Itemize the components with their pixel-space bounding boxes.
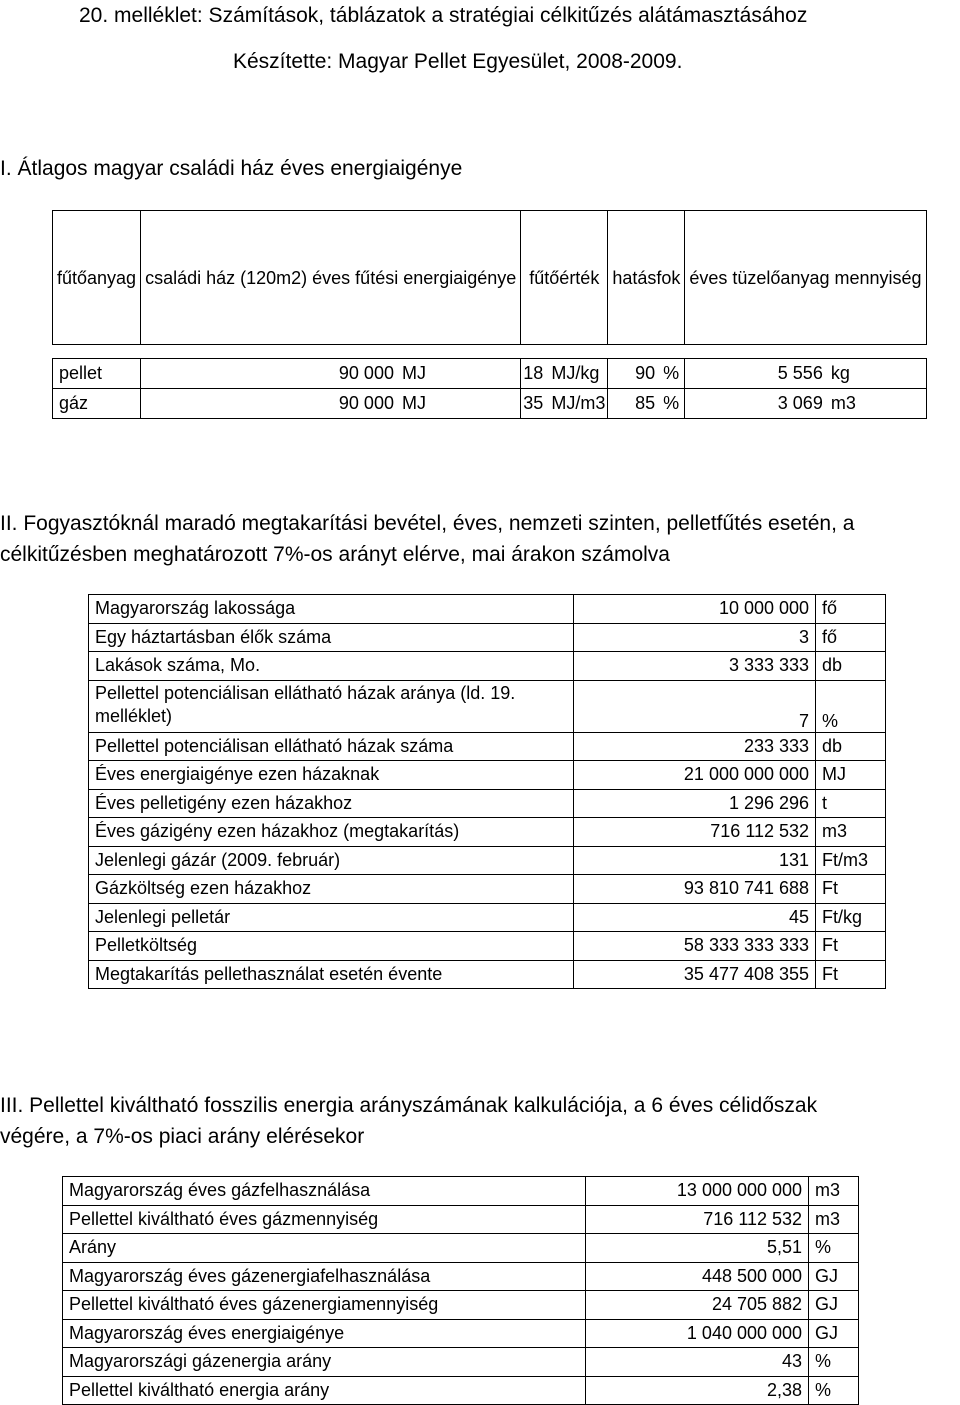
quantity-unit-cell: m3 <box>828 389 926 419</box>
energy-demand-table <box>52 210 927 419</box>
demand-cell: 90 000 <box>141 389 399 419</box>
value-cell: 58 333 333 333 <box>573 932 816 961</box>
table-row <box>63 1234 859 1263</box>
fuel-cell: gáz <box>53 389 141 419</box>
unit-cell: fő <box>816 595 886 624</box>
calorific-unit-cell: MJ/kg <box>548 359 608 389</box>
label-cell: Pellettel kiváltható energia arány <box>63 1376 586 1405</box>
unit-cell: Ft <box>816 932 886 961</box>
table-header-row <box>53 211 927 345</box>
label-cell: Pellettel kiváltható éves gázenergiamennyiség <box>63 1291 586 1320</box>
efficiency-cell: 90 <box>608 359 660 389</box>
value-cell: 3 333 333 <box>573 652 816 681</box>
section-1-heading: I. Átlagos magyar családi ház éves energiaigénye <box>0 157 463 180</box>
table-row <box>63 1348 859 1377</box>
value-cell: 233 333 <box>573 732 816 761</box>
value-cell: 13 000 000 000 <box>586 1177 809 1206</box>
column-header: éves tüzelőanyag mennyiség <box>685 211 926 345</box>
calorific-cell: 35 <box>521 389 549 419</box>
unit-cell: m3 <box>809 1177 859 1206</box>
table-row <box>53 359 927 389</box>
label-cell: Arány <box>63 1234 586 1263</box>
quantity-unit-cell: kg <box>828 359 926 389</box>
quantity-cell: 3 069 <box>685 389 828 419</box>
label-cell: Éves pelletigény ezen házakhoz <box>89 789 574 818</box>
unit-cell: % <box>809 1376 859 1405</box>
quantity-cell: 5 556 <box>685 359 828 389</box>
unit-cell: db <box>816 732 886 761</box>
document-author: Készítette: Magyar Pellet Egyesület, 2008-2009. <box>233 50 683 73</box>
label-cell: Pellettel potenciálisan ellátható házak aránya (ld. 19. melléklet) <box>89 680 574 732</box>
document-title: 20. melléklet: Számítások, táblázatok a stratégiai célkitűzés alátámasztásához <box>79 4 808 27</box>
label-cell: Egy háztartásban élők száma <box>89 623 574 652</box>
unit-cell: fő <box>816 623 886 652</box>
table-row <box>89 960 886 989</box>
unit-cell: m3 <box>809 1205 859 1234</box>
value-cell: 716 112 532 <box>573 818 816 847</box>
efficiency-unit-cell: % <box>660 389 685 419</box>
fossil-replacement-table <box>62 1176 859 1405</box>
value-cell: 448 500 000 <box>586 1262 809 1291</box>
table-row <box>89 595 886 624</box>
demand-cell: 90 000 <box>141 359 399 389</box>
table-row <box>63 1319 859 1348</box>
table-row <box>89 732 886 761</box>
unit-cell: GJ <box>809 1291 859 1320</box>
demand-unit-cell: MJ <box>399 359 521 389</box>
unit-cell: % <box>809 1348 859 1377</box>
value-cell: 131 <box>573 846 816 875</box>
table-row <box>89 818 886 847</box>
unit-cell: GJ <box>809 1262 859 1291</box>
unit-cell: MJ <box>816 761 886 790</box>
label-cell: Pellettel potenciálisan ellátható házak száma <box>89 732 574 761</box>
value-cell: 10 000 000 <box>573 595 816 624</box>
table-row <box>53 389 927 419</box>
value-cell: 5,51 <box>586 1234 809 1263</box>
efficiency-cell: 85 <box>608 389 660 419</box>
table-row <box>89 789 886 818</box>
table-row <box>89 680 886 732</box>
value-cell: 1 040 000 000 <box>586 1319 809 1348</box>
table-row <box>89 761 886 790</box>
column-header: fűtőanyag <box>53 211 141 345</box>
table-row <box>63 1376 859 1405</box>
unit-cell: t <box>816 789 886 818</box>
label-cell: Éves energiaigénye ezen házaknak <box>89 761 574 790</box>
table-row <box>63 1205 859 1234</box>
unit-cell: GJ <box>809 1319 859 1348</box>
table-row <box>63 1177 859 1206</box>
calorific-cell: 18 <box>521 359 549 389</box>
section-3-heading-line-2: végére, a 7%-os piaci arány elérésekor <box>0 1125 365 1148</box>
value-cell: 21 000 000 000 <box>573 761 816 790</box>
column-header: családi ház (120m2) éves fűtési energiaigénye <box>141 211 521 345</box>
savings-table <box>88 594 886 989</box>
label-cell: Megtakarítás pellethasználat esetén évente <box>89 960 574 989</box>
value-cell: 716 112 532 <box>586 1205 809 1234</box>
unit-cell: db <box>816 652 886 681</box>
fuel-cell: pellet <box>53 359 141 389</box>
table-row <box>63 1291 859 1320</box>
efficiency-unit-cell: % <box>660 359 685 389</box>
unit-cell: Ft/m3 <box>816 846 886 875</box>
value-cell: 45 <box>573 903 816 932</box>
value-cell: 1 296 296 <box>573 789 816 818</box>
value-cell: 35 477 408 355 <box>573 960 816 989</box>
demand-unit-cell: MJ <box>399 389 521 419</box>
table-row <box>63 1262 859 1291</box>
table-row <box>89 652 886 681</box>
table-row <box>89 846 886 875</box>
unit-cell: m3 <box>816 818 886 847</box>
label-cell: Magyarország éves gázenergiafelhasználása <box>63 1262 586 1291</box>
table-row <box>89 875 886 904</box>
value-cell: 93 810 741 688 <box>573 875 816 904</box>
label-cell: Jelenlegi gázár (2009. február) <box>89 846 574 875</box>
table-row <box>89 623 886 652</box>
unit-cell: % <box>816 680 886 732</box>
section-3-heading-line-1: III. Pellettel kiváltható fosszilis energia arányszámának kalkulációja, a 6 éves célidőszak <box>0 1094 818 1117</box>
label-cell: Pellettel kiváltható éves gázmennyiség <box>63 1205 586 1234</box>
table-row <box>89 932 886 961</box>
label-cell: Lakások száma, Mo. <box>89 652 574 681</box>
table-row <box>89 903 886 932</box>
unit-cell: Ft <box>816 960 886 989</box>
unit-cell: Ft/kg <box>816 903 886 932</box>
unit-cell: % <box>809 1234 859 1263</box>
column-header: fűtőérték <box>521 211 608 345</box>
label-cell: Magyarország éves gázfelhasználása <box>63 1177 586 1206</box>
label-cell: Magyarország lakossága <box>89 595 574 624</box>
section-2-heading-line-2: célkitűzésben meghatározott 7%-os arányt elérve, mai árakon számolva <box>0 543 670 566</box>
label-cell: Magyarország éves energiaigénye <box>63 1319 586 1348</box>
column-header: hatásfok <box>608 211 685 345</box>
unit-cell: Ft <box>816 875 886 904</box>
label-cell: Éves gázigény ezen házakhoz (megtakarítás) <box>89 818 574 847</box>
calorific-unit-cell: MJ/m3 <box>548 389 608 419</box>
label-cell: Pelletköltség <box>89 932 574 961</box>
label-cell: Gázköltség ezen házakhoz <box>89 875 574 904</box>
label-cell: Jelenlegi pelletár <box>89 903 574 932</box>
section-2-heading-line-1: II. Fogyasztóknál maradó megtakarítási bevétel, éves, nemzeti szinten, pelletfűtés esetén, a <box>0 512 855 535</box>
value-cell: 7 <box>573 680 816 732</box>
value-cell: 2,38 <box>586 1376 809 1405</box>
value-cell: 24 705 882 <box>586 1291 809 1320</box>
value-cell: 43 <box>586 1348 809 1377</box>
value-cell: 3 <box>573 623 816 652</box>
label-cell: Magyarországi gázenergia arány <box>63 1348 586 1377</box>
